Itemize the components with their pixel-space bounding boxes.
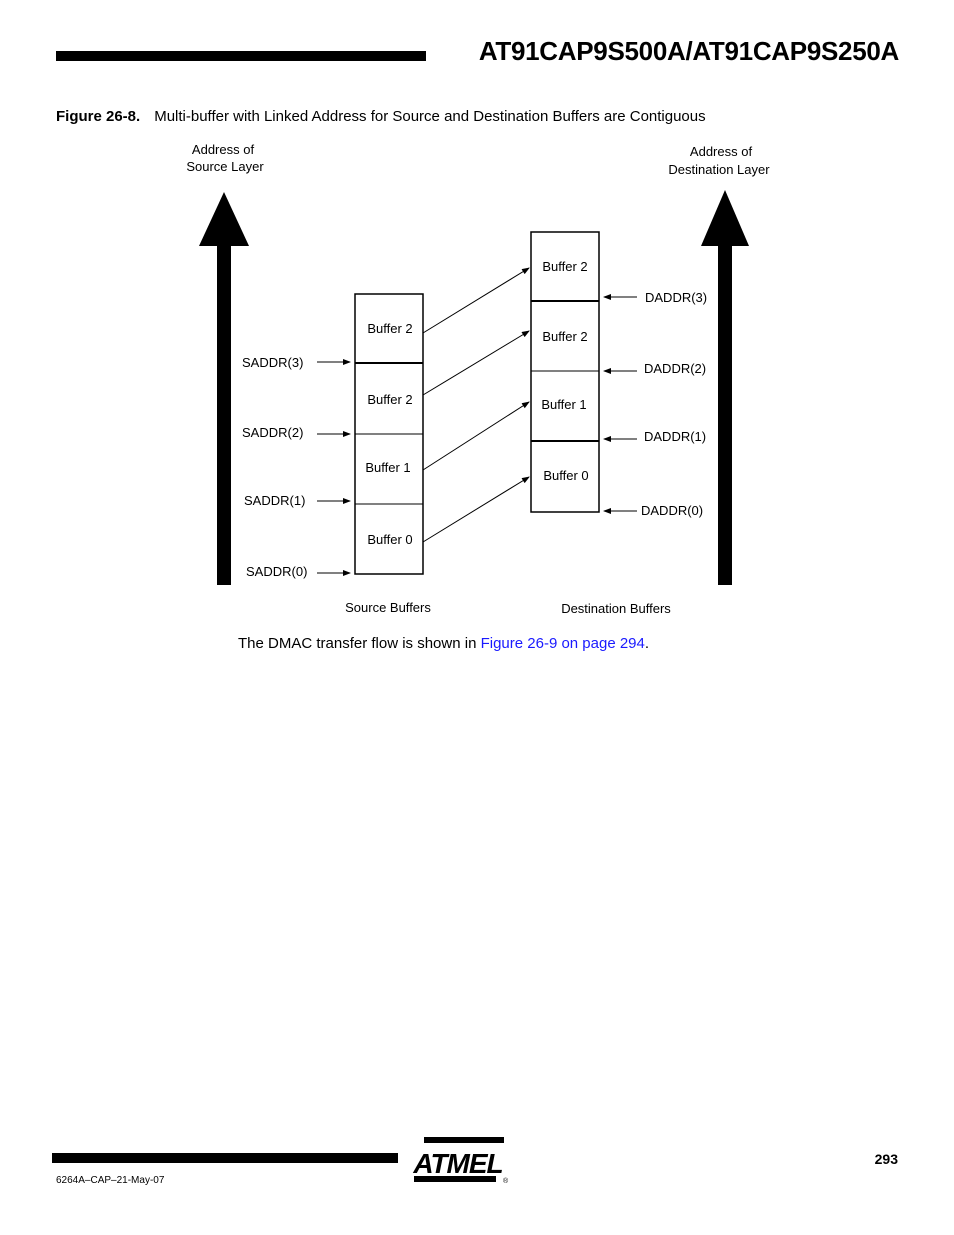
body-paragraph <box>238 635 649 652</box>
source-address-pointers <box>317 362 350 573</box>
figure-caption-text: Multi-buffer with Linked Address for Source and Destination Buffers are Contiguous <box>154 108 706 125</box>
svg-text:ATMEL: ATMEL <box>413 1148 503 1179</box>
dest-axis-label-line1: Address of <box>689 144 753 159</box>
dest-address-label: DADDR(1) <box>644 429 707 444</box>
body-text-lead: The DMAC transfer flow is shown in <box>238 635 481 652</box>
source-address-label: SADDR(1) <box>244 493 306 508</box>
source-address-axis-arrow <box>199 192 249 585</box>
atmel-logo <box>410 1135 510 1185</box>
dest-address-label: DADDR(0) <box>641 503 704 518</box>
source-buffer-label: Buffer 0 <box>367 532 413 547</box>
document-title: AT91CAP9S500A/AT91CAP9S250A <box>478 36 899 66</box>
transfer-arrows <box>423 268 529 542</box>
document-id: 6264A–CAP–21-May-07 <box>56 1175 165 1186</box>
source-buffer-label: Buffer 2 <box>367 321 413 336</box>
figure-link[interactable]: Figure 26-9 on page 294 <box>480 635 645 652</box>
source-address-label: SADDR(0) <box>246 564 308 579</box>
dest-address-pointers <box>604 297 637 511</box>
figure-number: Figure 26-8. <box>56 108 141 125</box>
dest-address-label: DADDR(3) <box>645 290 708 305</box>
dest-axis-label-line2: Destination Layer <box>668 162 770 177</box>
dest-buffer-label: Buffer 2 <box>542 329 588 344</box>
dest-buffer-label: Buffer 1 <box>541 397 587 412</box>
source-axis-label-line1: Address of <box>191 142 255 157</box>
source-address-label: SADDR(2) <box>242 425 304 440</box>
body-text-tail: . <box>644 635 650 652</box>
page-number: 293 <box>874 1151 898 1167</box>
source-buffer-label: Buffer 2 <box>367 392 413 407</box>
dest-buffer-label: Buffer 2 <box>542 259 588 274</box>
dest-buffers-caption: Destination Buffers <box>561 601 671 616</box>
dest-address-axis-arrow <box>701 190 749 585</box>
source-axis-label-line2: Source Layer <box>186 159 264 174</box>
dest-address-label: DADDR(2) <box>644 361 707 376</box>
source-address-label: SADDR(3) <box>242 355 304 370</box>
footer-rule <box>52 1153 398 1163</box>
svg-text:®: ® <box>503 1178 509 1185</box>
source-buffers-caption: Source Buffers <box>345 600 431 615</box>
source-buffer-label: Buffer 1 <box>365 460 411 475</box>
dest-buffer-label: Buffer 0 <box>543 468 589 483</box>
